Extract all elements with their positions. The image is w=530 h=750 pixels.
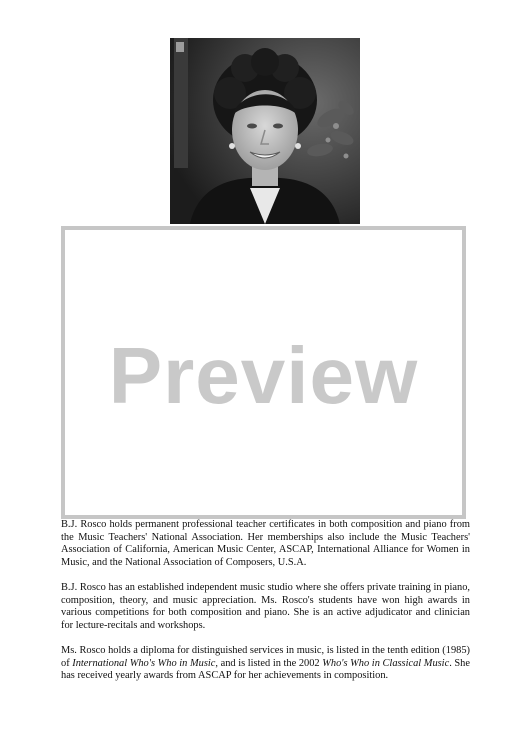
publication-title-whos-who-classical: Who's Who in Classical Music — [322, 657, 450, 669]
bio-paragraph-3-part-b: , and is listed in the 2002 — [215, 657, 323, 669]
bio-paragraph-1: B.J. Rosco holds permanent professional teacher certificates in both composition and piano from the Music Teachers' National Association. Her memberships also include the Music Teachers' Association of California, American Music Center, ASCAP, International Alliance for Women in Music, and the National Association of Composers, U.S.A. — [61, 519, 470, 568]
bio-paragraph-2: B.J. Rosco has an established independent music studio where she offers private training in piano, composition, theory, and music appreciation. Ms. Rosco's students have won high awards in various competitions for both composition and piano. She is an active adjudicator and clinician for lecture-recitals and workshops. — [61, 581, 470, 631]
portrait-photo — [170, 38, 360, 224]
preview-overlay — [61, 226, 466, 519]
bio-paragraph-3-part-a: Ms. Rosco holds a diploma for distinguished services in music, is listed in the tenth edition (1985) of — [61, 644, 470, 669]
bio-paragraph-3-part-c: . She has received yearly awards from ASCAP for her achievements in composition. — [61, 657, 470, 682]
publication-title-international-whos-who: International Who's Who in Music — [72, 657, 216, 669]
biography-text — [61, 519, 470, 695]
portrait-image — [170, 38, 360, 224]
bio-paragraph-3 — [61, 645, 470, 683]
preview-watermark: Preview — [108, 331, 419, 420]
